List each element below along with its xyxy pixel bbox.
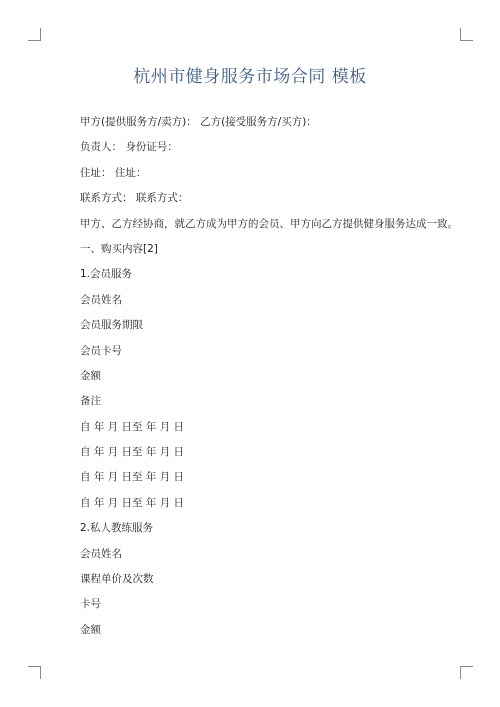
- date-range-line: 自 年 月 日至 年 月 日: [80, 496, 185, 509]
- crop-mark-bottom-left: [28, 666, 41, 679]
- subsection-heading: 2.私人教练服务: [80, 522, 154, 535]
- responsible-person-line: 负责人： 身份证号：: [80, 141, 178, 154]
- field-label: 会员服务期限: [80, 319, 143, 332]
- crop-mark-top-left: [28, 28, 41, 41]
- field-label: 会员姓名: [80, 293, 122, 306]
- date-range-line: 自 年 月 日至 年 月 日: [80, 446, 185, 459]
- subsection-heading: 1.会员服务: [80, 268, 133, 281]
- date-range-line: 自 年 月 日至 年 月 日: [80, 471, 185, 484]
- field-label: 金额: [80, 623, 101, 636]
- party-header-line: 甲方(提供服务方/卖方)： 乙方(接受服务方/买方)：: [80, 116, 317, 128]
- agreement-paragraph: 甲方、乙方经协商，就乙方成为甲方的会员、甲方向乙方提供健身服务达成一致。: [80, 217, 458, 230]
- field-label: 会员卡号: [80, 344, 122, 357]
- document-title: 杭州市健身服务市场合同 模板: [133, 67, 367, 87]
- date-range-line: 自 年 月 日至 年 月 日: [80, 420, 185, 433]
- field-label: 金额: [80, 369, 101, 382]
- field-label: 会员姓名: [80, 547, 122, 560]
- crop-mark-bottom-right: [460, 666, 473, 679]
- field-label: 备注: [80, 395, 101, 408]
- field-label: 卡号: [80, 598, 101, 611]
- crop-mark-top-right: [460, 28, 473, 41]
- address-line: 住址： 住址：: [80, 166, 147, 179]
- document-body: [80, 114, 458, 647]
- section-heading: 一、购买内容[2]: [80, 242, 158, 255]
- field-label: 课程单价及次数: [80, 573, 154, 586]
- contact-line: 联系方式： 联系方式：: [80, 192, 189, 205]
